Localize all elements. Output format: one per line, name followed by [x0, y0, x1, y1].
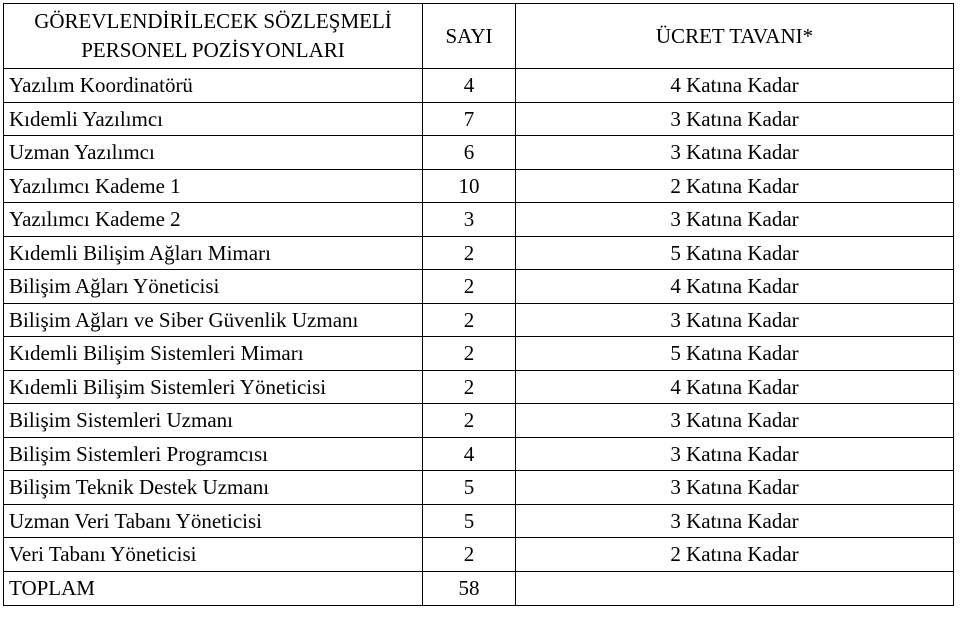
count-cell: 2 [423, 404, 516, 438]
table-row [4, 236, 954, 270]
count-cell: 3 [423, 203, 516, 237]
salary-cap-cell: 3 Katına Kadar [516, 203, 954, 237]
count-cell: 2 [423, 370, 516, 404]
table-row [4, 370, 954, 404]
table-row [4, 169, 954, 203]
count-cell: 2 [423, 303, 516, 337]
total-count: 58 [423, 571, 516, 605]
header-positions-line1: GÖREVLENDİRİLECEK SÖZLEŞMELİ [34, 9, 392, 33]
header-positions [4, 4, 423, 69]
position-cell: Bilişim Sistemleri Programcısı [4, 437, 423, 471]
count-cell: 7 [423, 102, 516, 136]
header-count: SAYI [423, 4, 516, 69]
salary-cap-cell: 3 Katına Kadar [516, 404, 954, 438]
table-row [4, 203, 954, 237]
count-cell: 4 [423, 437, 516, 471]
salary-cap-cell: 4 Katına Kadar [516, 270, 954, 304]
salary-cap-cell: 3 Katına Kadar [516, 136, 954, 170]
salary-cap-cell: 4 Katına Kadar [516, 370, 954, 404]
count-cell: 4 [423, 69, 516, 103]
position-cell: Bilişim Teknik Destek Uzmanı [4, 471, 423, 505]
salary-cap-cell: 2 Katına Kadar [516, 169, 954, 203]
total-label: TOPLAM [4, 571, 423, 605]
table-row [4, 69, 954, 103]
position-cell: Kıdemli Bilişim Ağları Mimarı [4, 236, 423, 270]
count-cell: 2 [423, 270, 516, 304]
position-cell: Kıdemli Yazılımcı [4, 102, 423, 136]
count-cell: 2 [423, 337, 516, 371]
salary-cap-cell: 5 Katına Kadar [516, 337, 954, 371]
count-cell: 6 [423, 136, 516, 170]
table-row [4, 102, 954, 136]
salary-cap-cell: 3 Katına Kadar [516, 471, 954, 505]
table-row [4, 471, 954, 505]
position-cell: Bilişim Ağları Yöneticisi [4, 270, 423, 304]
table-row [4, 437, 954, 471]
total-empty-cell [516, 571, 954, 605]
table-row [4, 303, 954, 337]
salary-cap-cell: 3 Katına Kadar [516, 303, 954, 337]
salary-cap-cell: 5 Katına Kadar [516, 236, 954, 270]
table-row [4, 337, 954, 371]
count-cell: 2 [423, 236, 516, 270]
table-row [4, 404, 954, 438]
header-positions-line2: PERSONEL POZİSYONLARI [81, 38, 345, 62]
count-cell: 10 [423, 169, 516, 203]
position-cell: Kıdemli Bilişim Sistemleri Mimarı [4, 337, 423, 371]
table-row [4, 270, 954, 304]
position-cell: Uzman Veri Tabanı Yöneticisi [4, 504, 423, 538]
total-row [4, 571, 954, 605]
salary-cap-cell: 3 Katına Kadar [516, 504, 954, 538]
salary-cap-cell: 3 Katına Kadar [516, 437, 954, 471]
count-cell: 5 [423, 504, 516, 538]
position-cell: Bilişim Sistemleri Uzmanı [4, 404, 423, 438]
positions-table [3, 3, 954, 606]
position-cell: Kıdemli Bilişim Sistemleri Yöneticisi [4, 370, 423, 404]
position-cell: Veri Tabanı Yöneticisi [4, 538, 423, 572]
position-cell: Yazılımcı Kademe 2 [4, 203, 423, 237]
position-cell: Yazılımcı Kademe 1 [4, 169, 423, 203]
position-cell: Uzman Yazılımcı [4, 136, 423, 170]
table-row [4, 538, 954, 572]
position-cell: Bilişim Ağları ve Siber Güvenlik Uzmanı [4, 303, 423, 337]
header-row [4, 4, 954, 69]
count-cell: 2 [423, 538, 516, 572]
header-salary-cap: ÜCRET TAVANI* [516, 4, 954, 69]
salary-cap-cell: 3 Katına Kadar [516, 102, 954, 136]
salary-cap-cell: 4 Katına Kadar [516, 69, 954, 103]
salary-cap-cell: 2 Katına Kadar [516, 538, 954, 572]
count-cell: 5 [423, 471, 516, 505]
table-row [4, 136, 954, 170]
table-row [4, 504, 954, 538]
position-cell: Yazılım Koordinatörü [4, 69, 423, 103]
